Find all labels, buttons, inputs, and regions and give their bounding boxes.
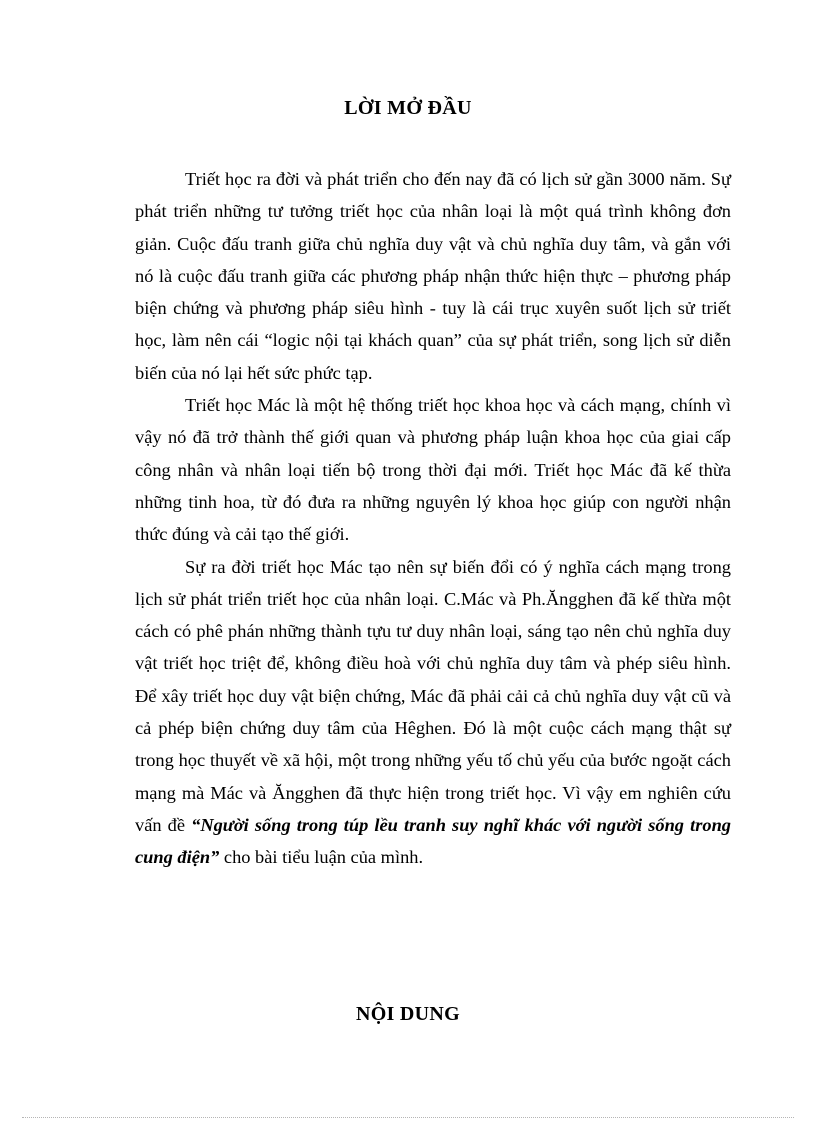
content-heading: NỘI DUNG [355,1003,461,1025]
paragraph-1: Triết học ra đời và phát triển cho đến nay đã có lịch sử gần 3000 năm. Sự phát triển những tư tưởng triết học của nhân loại là một quá trình không đơn giản. Cuộc đấu tranh giữa chủ nghĩa duy vật và chủ nghĩa duy tâm, và gắn với nó là cuộc đấu tranh giữa các phương pháp nhận thức hiện thực – phương pháp biện chứng và phương pháp siêu hình - tuy là cái trục xuyên suốt lịch sử triết học, làm nên cái “logic nội tại khách quan” của sự phát triển, song lịch sử diễn biến của nó lại hết sức phức tạp. [135,169,731,383]
paragraph-2: Triết học Mác là một hệ thống triết học khoa học và cách mạng, chính vì vậy nó đã trở thành thế giới quan và phương pháp luận khoa học của giai cấp công nhân và nhân loại tiến bộ trong thời đại mới. Triết học Mác đã kế thừa những tinh hoa, từ đó đưa ra những nguyên lý khoa học giúp con người nhận thức đúng và cải tạo thế giới. [135,395,731,545]
essay-topic-emphasis: “Người sống trong túp lều tranh suy nghĩ khác với người sống trong cung điện” [135,814,731,868]
paragraph-3-text-after: cho bài tiểu luận của mình. [219,847,424,868]
paragraph-3-text-before: Sự ra đời triết học Mác tạo nên sự biến đổi có ý nghĩa cách mạng trong lịch sử phát triển triết học của nhân loại. C.Mác và Ph.Ăngghen đã kế thừa một cách có phê phán những thành tựu tư duy nhân loại, sáng tạo nên chủ nghĩa duy vật triết học triệt để, không điều hoà với chủ nghĩa duy tâm và phép siêu hình. Để xây triết học duy vật biện chứng, Mác đã phải cải cả chủ nghĩa duy vật cũ và cả phép biện chứng duy tâm của Hêghen. Đó là một cuộc cách mạng thật sự trong học thuyết về xã hội, một trong những yếu tố chủ yếu của bước ngoặt cách mạng mà Mác và Ăngghen đã thực hiện trong triết học. Vì vậy em nghiên cứu vấn đề [135,556,731,835]
intro-heading: LỜI MỞ ĐẦU [344,97,472,119]
document-body [135,163,731,874]
paragraph-3 [135,551,731,874]
page-bottom-divider [22,1117,794,1118]
